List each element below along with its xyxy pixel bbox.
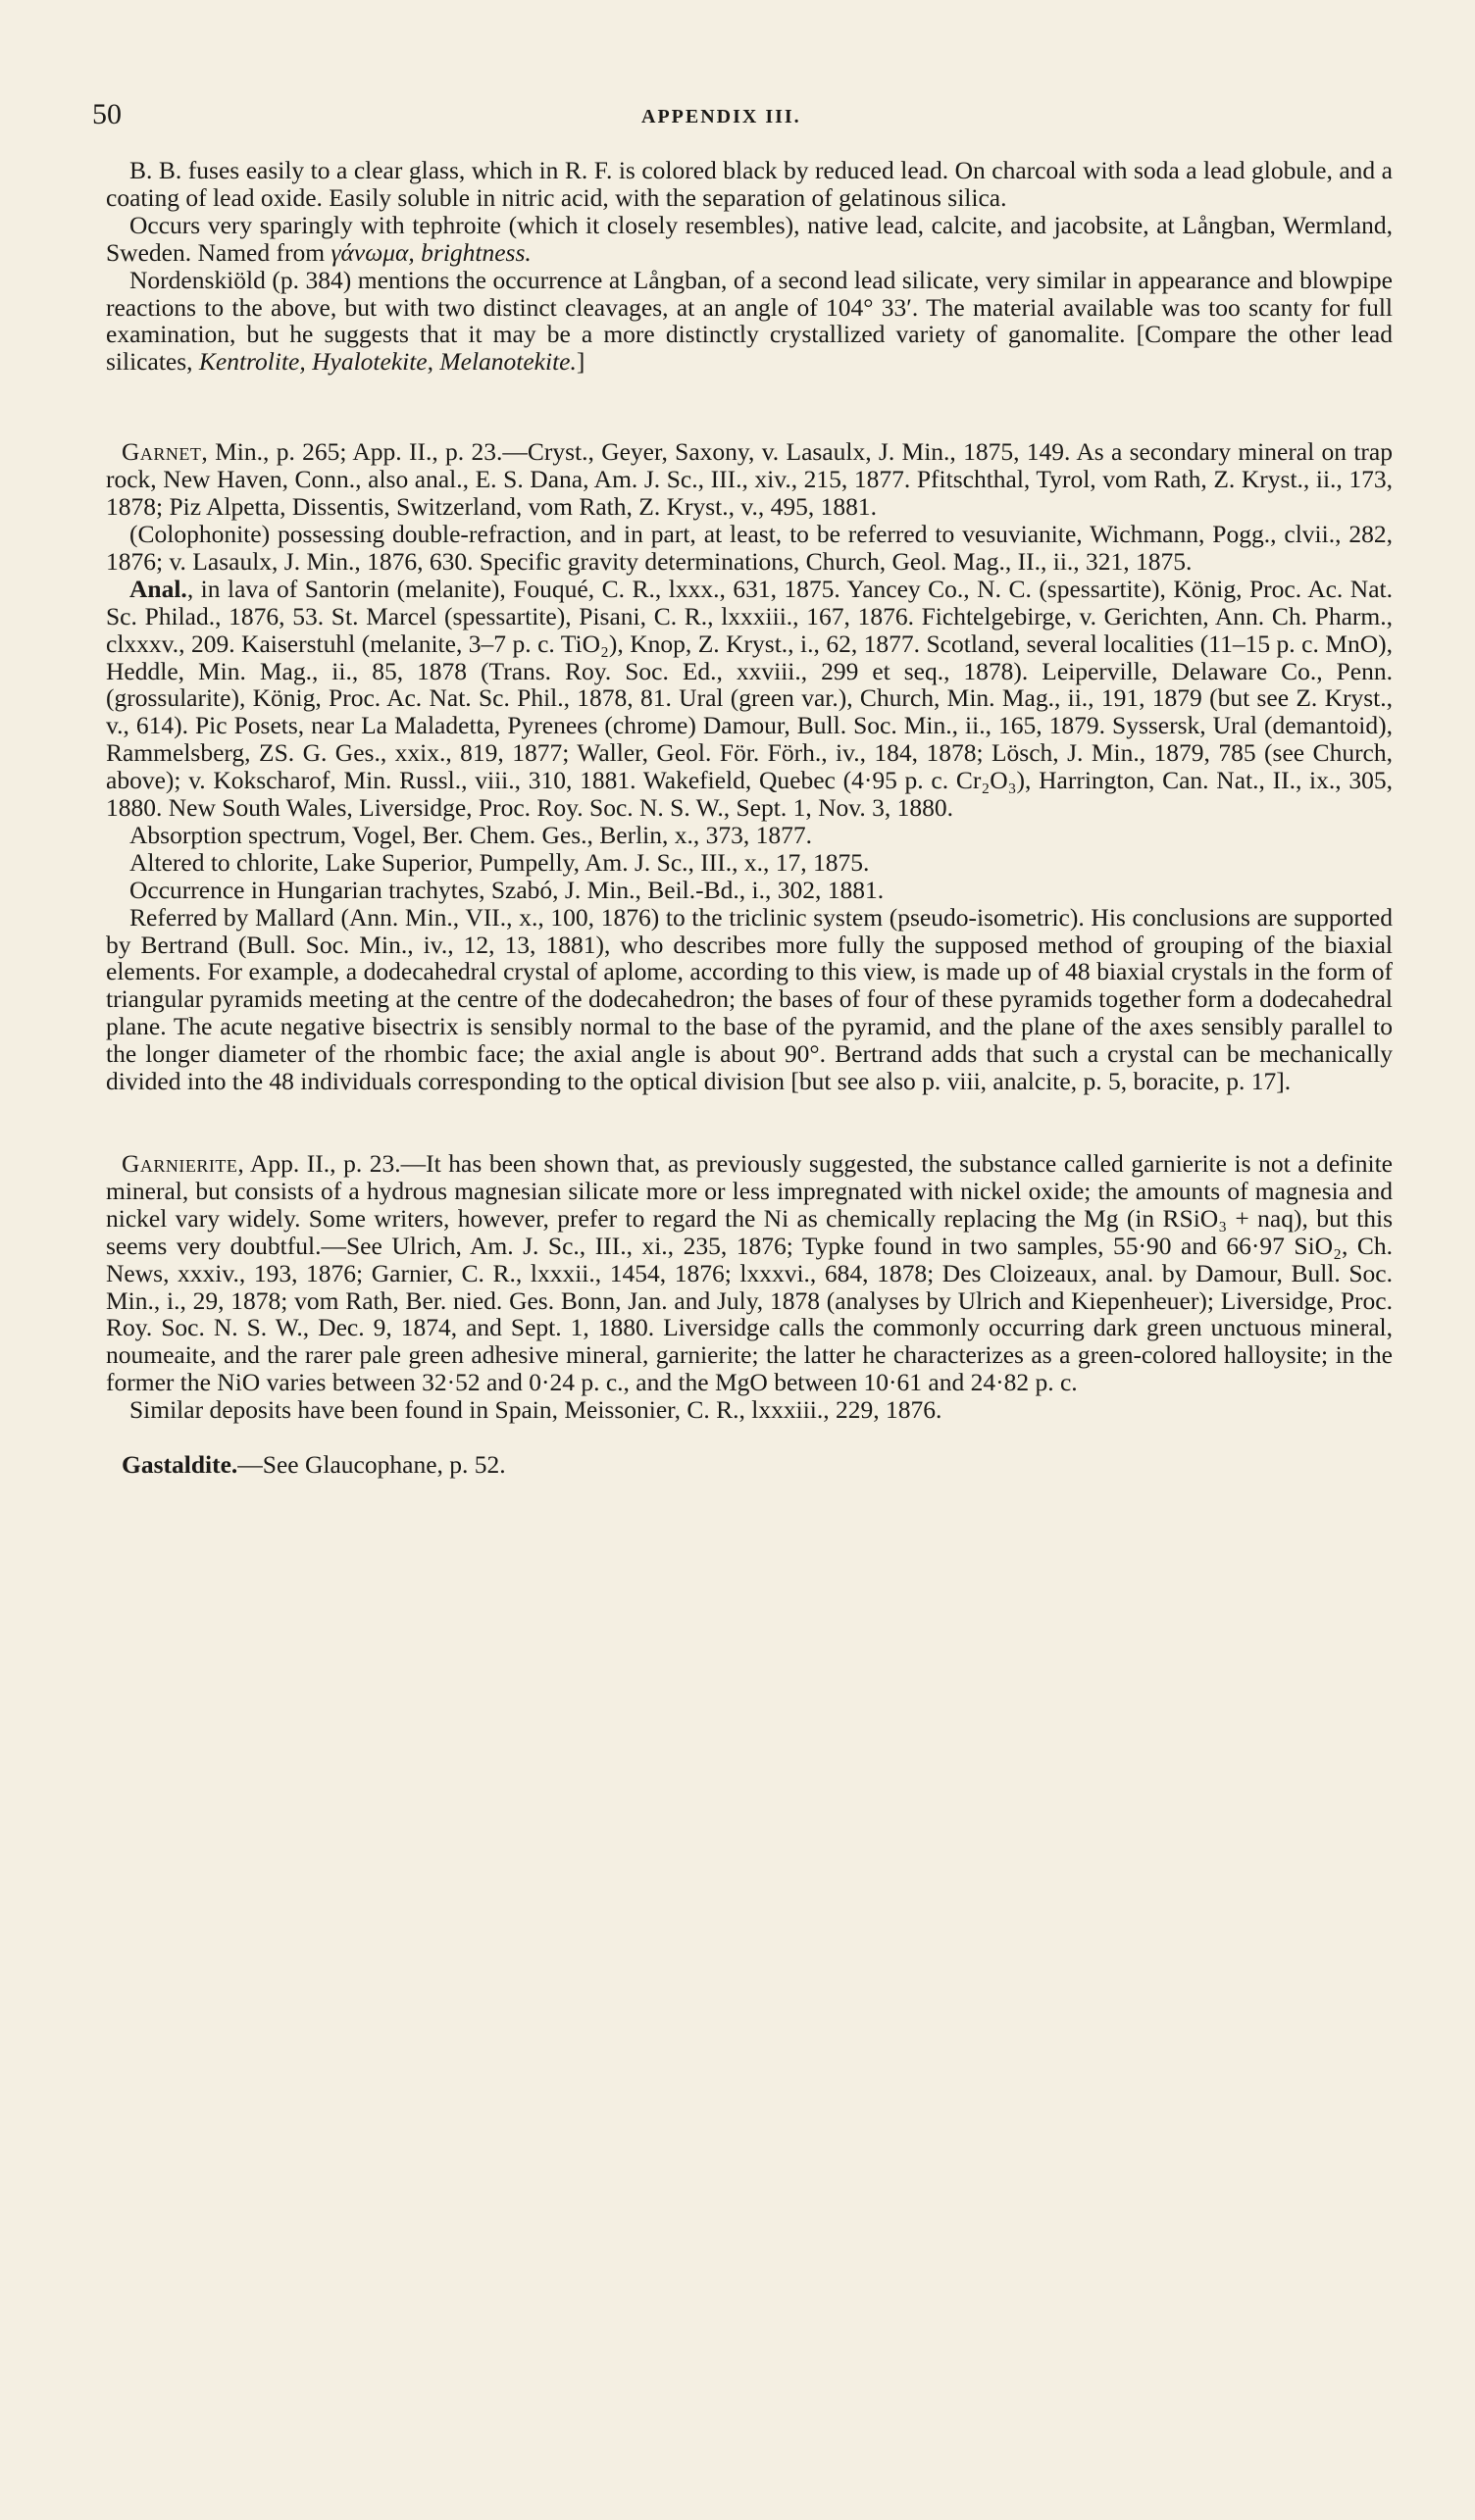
related-silicates: Kentrolite, Hyalotekite, Melanotekite.	[198, 347, 577, 377]
entry-heading-garnierite: Garnierite	[122, 1149, 238, 1178]
garnet-absorption-paragraph: Absorption spectrum, Vogel, Ber. Chem. Ges., Berlin, x., 373, 1877.	[129, 820, 813, 849]
entry-heading-garnet: Garnet	[122, 437, 202, 467]
entry-heading-gastaldite: Gastaldite.	[122, 1450, 238, 1480]
garnierite-entry	[106, 1150, 1393, 1424]
garnet-intro-text: , Min., p. 265; App. II., p. 23.—Cryst., Geyer, Saxony, v. Lasaulx, J. Min., 1875, 149. As a secondary mineral on trap rock, New Haven, Conn., also anal., E. S. Dana, Am. J. Sc., III., xiv., 215, 1877. Pfitschthal, Tyrol, vom Rath, Z. Kryst., ii., 173, 1878; Piz Alpetta, Dissentis, Switzerland, vom Rath, Z. Kryst., v., 495, 1881.	[106, 437, 1393, 522]
intro-blowpipe-paragraph: B. B. fuses easily to a clear glass, which in R. F. is colored black by reduced lead. On charcoal with soda a lead globule, and a coating of lead oxide. Easily soluble in nitric acid, with the separation of gelatinous silica.	[106, 156, 1393, 212]
garnet-colophonite-paragraph: (Colophonite) possessing double-refraction, and in part, at least, to be referred to vesuvianite, Wichmann, Pogg., clvii., 282, 1876; v. Lasaulx, J. Min., 1876, 630. Specific gravity determinations, Church, Geol. Mag., II., ii., 321, 1875.	[106, 519, 1393, 576]
garnet-crystallography-paragraph	[106, 438, 1393, 521]
intro-nordenskiold-paragraph	[106, 267, 1393, 377]
section-gap	[106, 376, 1393, 438]
garnet-analyses-paragraph	[106, 576, 1393, 822]
gastaldite-entry	[106, 1451, 1393, 1479]
analyses-text: , in lava of Santorin (melanite), Fouqué, C. R., lxxx., 631, 1875. Yancey Co., N. C. (spessartite), König, Proc. Ac. Nat. Sc. Philad., 1876, 53. St. Marcel (spessartite), Pisani, C. R., lxxxiii., 167, 1876. Fichtelgebirge, v. Gerichten, Ann. Ch. Pharm., clxxxv., 209. Kaiserstuhl (melanite, 3–7 p. c. TiO₂), Knop, Z. Kryst., i., 62, 1877. Scotland, several localities (11–15 p. c. MnO), Heddle, Min. Mag., ii., 85, 1878 (Trans. Roy. Soc. Ed., xxviii., 299 et seq., 1878). Leiperville, Delaware Co., Penn. (grossularite), König, Proc. Ac. Nat. Sc. Phil., 1878, 81. Ural (green var.), Church, Min. Mag., ii., 191, 1879 (but see Z. Kryst., v., 614). Pic Posets, near La Maladetta, Pyrenees (chrome) Damour, Bull. Soc. Min., ii., 165, 1879. Syssersk, Ural (demantoid), Rammelsberg, ZS. G. Ges., xxix., 819, 1877; Waller, Geol. För. Förh., iv., 184, 1878; Lösch, J. Min., 1879, 785 (see Church, above); v. Kokscharof, Min. Russl., viii., 310, 1881. Wakefield, Quebec (4·95 p. c. Cr₂O₃), Harrington, Can. Nat., II., ix., 305, 1880. New South Wales, Liversidge, Proc. Roy. Soc. N. S. W., Sept. 1, Nov. 3, 1880.	[106, 574, 1393, 823]
section-gap	[106, 1095, 1393, 1150]
nordenskiold-text: Nordenskiöld (p. 384) mentions the occurrence at Långban, of a second lead silicate, very similar in appearance and blowpipe reactions to the above, but with two distinct cleavages, at an angle of 104° 33′. The material available was too scanty for full examination, but he suggests that it may be a more distinctly crystallized variety of ganomalite. [Compare the other lead silicates,	[106, 265, 1393, 377]
analyses-label: Anal.	[129, 574, 187, 603]
garnet-altered-paragraph: Altered to chlorite, Lake Superior, Pumpelly, Am. J. Sc., III., x., 17, 1875.	[129, 847, 870, 877]
gastaldite-crossref: —See Glaucophane, p. 52.	[237, 1450, 506, 1480]
garnet-hungarian-paragraph: Occurrence in Hungarian trachytes, Szabó, J. Min., Beil.-Bd., i., 302, 1881.	[129, 875, 885, 904]
page-number: 50	[92, 98, 122, 130]
occurrence-text: Occurs very sparingly with tephroite (which it closely resembles), native lead, calcite, and jacobsite, at Långban, Wermland, Sweden. Named from	[106, 210, 1393, 267]
garnet-mallard-paragraph: Referred by Mallard (Ann. Min., VII., x., 100, 1876) to the triclinic system (pseudo-isometric). His conclusions are supported by Bertrand (Bull. Soc. Min., iv., 12, 13, 1881), who describes more fully the supposed method of grouping of the biaxial elements. For example, a dodecahedral crystal of aplome, according to this view, is made up of 48 biaxial crystals in the form of triangular pyramids meeting at the centre of the dodecahedron; the bases of four of these pyramids together form a dodecahedral plane. The acute negative bisectrix is sensibly normal to the base of the pyramid, and the plane of the axes sensibly parallel to the longer diameter of the rhombic face; the axial angle is about 90°. Bertrand adds that such a crystal can be mechanically divided into the 48 individuals corresponding to the optical division [but see also p. viii, analcite, p. 5, boracite, p. 17].	[106, 902, 1393, 1096]
greek-etymology: γάνωμα, brightness.	[331, 237, 532, 267]
intro-occurrence-paragraph	[106, 212, 1393, 267]
bracket-close: ]	[576, 347, 585, 377]
page-body	[106, 157, 1393, 1479]
section-gap	[106, 1424, 1393, 1451]
garnierite-text: , App. II., p. 23.—It has been shown that, as previously suggested, the substance called garnierite is not a definite mineral, but consists of a hydrous magnesian silicate more or less impregnated with nickel oxide; the amounts of magnesia and nickel vary widely. Some writers, however, prefer to regard the Ni as chemically replacing the Mg (in RSiO₃ + naq), but this seems very doubtful.—See Ulrich, Am. J. Sc., III., xi., 235, 1876; Typke found in two samples, 55·90 and 66·97 SiO₂, Ch. News, xxxiv., 193, 1876; Garnier, C. R., lxxxii., 1454, 1876; lxxxvi., 684, 1878; Des Cloizeaux, anal. by Damour, Bull. Soc. Min., i., 29, 1878; vom Rath, Ber. nied. Ges. Bonn, Jan. and July, 1878 (analyses by Ulrich and Kiepenheuer); Liversidge, Proc. Roy. Soc. N. S. W., Dec. 9, 1874, and Sept. 1, 1880. Liversidge calls the commonly occurring dark green unctuous mineral, noumeaite, and the rarer pale green adhesive mineral, garnierite; the latter he characterizes as a green-colored halloysite; in the former the NiO varies between 32·52 and 0·24 p. c., and the MgO between 10·61 and 24·82 p. c.	[106, 1149, 1393, 1397]
garnierite-main-paragraph	[106, 1150, 1393, 1396]
garnierite-spain-paragraph: Similar deposits have been found in Spain, Meissonier, C. R., lxxxiii., 229, 1876.	[129, 1395, 942, 1425]
page-header	[92, 98, 1475, 141]
running-head: APPENDIX III.	[641, 106, 801, 127]
garnet-entry	[106, 438, 1393, 1095]
